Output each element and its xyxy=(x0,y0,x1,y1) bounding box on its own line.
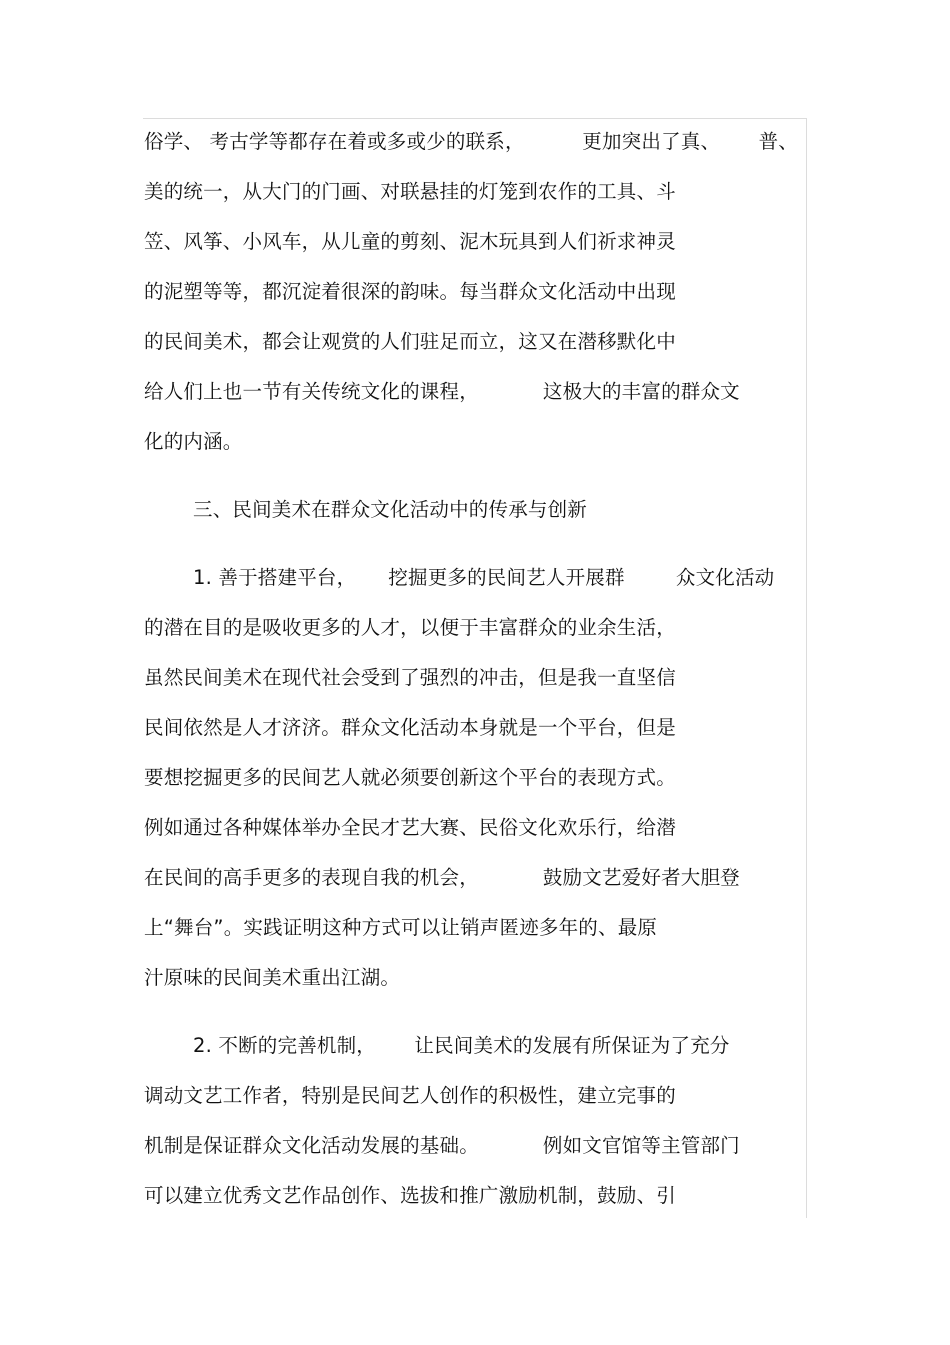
paragraph-line-4: 的泥塑等等，都沉淀着很深的韵味。每当群众文化活动中出现 xyxy=(144,280,676,303)
paragraph-line-5: 的民间美术，都会让观赏的人们驻足而立，这又在潜移默化中 xyxy=(144,330,676,353)
paragraph-line-9: 虽然民间美术在现代社会受到了强烈的冲击，但是我一直坚信 xyxy=(144,666,676,689)
paragraph-line-8: 的潜在目的是吸收更多的人才，以便于丰富群众的业余生活， xyxy=(144,616,676,639)
paragraph-line-10: 民间依然是人才济济。群众文化活动本身就是一个平台，但是 xyxy=(144,716,676,739)
paragraph-line-13: 在民间的高手更多的表现自我的机会， 鼓励文艺爱好者大胆登 xyxy=(144,866,740,889)
paragraph-line-16: 调动文艺工作者，特别是民间艺人创作的积极性，建立完事的 xyxy=(144,1084,676,1107)
paragraph-line-7: 化的内涵。 xyxy=(144,430,243,453)
paragraph-line-6: 给人们上也一节有关传统文化的课程， 这极大的丰富的群众文 xyxy=(144,380,740,403)
paragraph-line-11: 要想挖掘更多的民间艺人就必须要创新这个平台的表现方式。 xyxy=(144,766,676,789)
paragraph-line-2: 美的统一，从大门的门画、对联悬挂的灯笼到农作的工具、斗 xyxy=(144,180,676,203)
paragraph-line-12: 例如通过各种媒体举办全民才艺大赛、民俗文化欢乐行，给潜 xyxy=(144,816,676,839)
paragraph-line-1: 俗学、 考古学等都存在着或多或少的联系， 更加突出了真、 普、 xyxy=(144,130,798,153)
paragraph-line-18: 可以建立优秀文艺作品创作、选拔和推广激励机制，鼓励、引 xyxy=(144,1184,676,1207)
paragraph-line-17: 机制是保证群众文化活动发展的基础。 例如文官馆等主管部门 xyxy=(144,1134,740,1157)
section-heading: 三、民间美术在群众文化活动中的传承与创新 xyxy=(193,498,588,521)
subsection-heading-1: 1. 善于搭建平台， 挖掘更多的民间艺人开展群 众文化活动 xyxy=(193,566,775,589)
paragraph-line-14: 上“舞台”。实践证明这种方式可以让销声匿迹多年的、最原 xyxy=(144,916,658,939)
paragraph-line-3: 笠、风筝、小风车，从儿童的剪刻、泥木玩具到人们祈求神灵 xyxy=(144,230,676,253)
subsection-heading-2: 2. 不断的完善机制， 让民间美术的发展有所保证为了充分 xyxy=(193,1034,730,1057)
paragraph-line-15: 汁原味的民间美术重出江湖。 xyxy=(144,966,401,989)
